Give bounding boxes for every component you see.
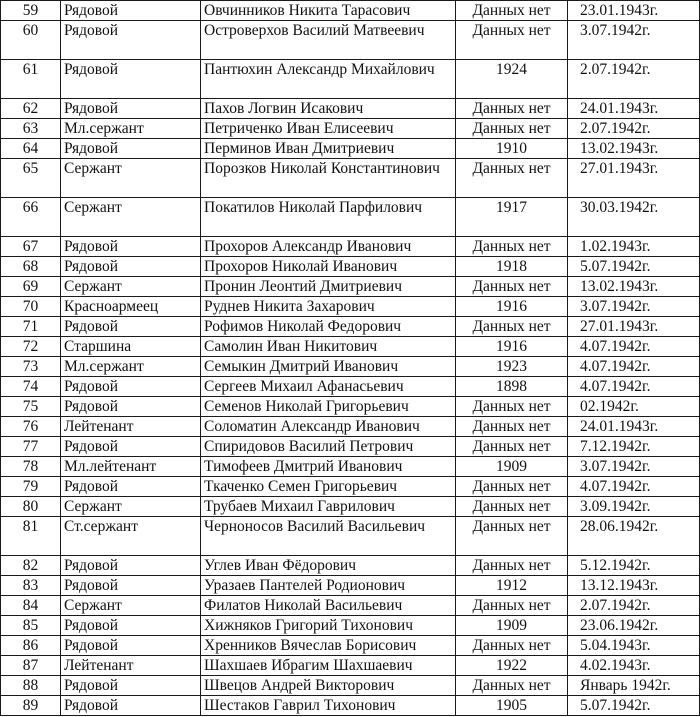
death-date-cell: 28.06.1942г. — [568, 517, 700, 556]
rank-cell: Рядовой — [61, 576, 201, 596]
rank-cell: Рядовой — [61, 676, 201, 696]
row-number-cell: 78 — [1, 457, 61, 477]
rank-cell: Рядовой — [61, 377, 201, 397]
death-date-cell: 24.01.1943г. — [568, 417, 700, 437]
row-number-cell: 63 — [1, 119, 61, 139]
row-number-cell: 70 — [1, 297, 61, 317]
birth-year-cell: Данных нет — [456, 21, 568, 60]
table-row — [1, 60, 700, 99]
birth-year-cell: 1922 — [456, 656, 568, 676]
full-name-cell: Спиридовов Василий Петрович — [201, 437, 456, 457]
table-row — [1, 1, 700, 21]
death-date-cell: 4.02.1943г. — [568, 656, 700, 676]
death-date-cell: 1.02.1943г. — [568, 237, 700, 257]
rank-cell: Рядовой — [61, 477, 201, 497]
rank-cell: Рядовой — [61, 437, 201, 457]
death-date-cell: 5.07.1942г. — [568, 257, 700, 277]
full-name-cell: Пронин Леонтий Дмитриевич — [201, 277, 456, 297]
death-date-cell: 23.06.1942г. — [568, 616, 700, 636]
row-number-cell: 66 — [1, 198, 61, 237]
rank-cell: Рядовой — [61, 696, 201, 716]
birth-year-cell: 1918 — [456, 257, 568, 277]
rank-cell: Рядовой — [61, 257, 201, 277]
birth-year-cell: Данных нет — [456, 397, 568, 417]
death-date-cell: 5.12.1942г. — [568, 556, 700, 576]
row-number-cell: 81 — [1, 517, 61, 556]
rank-cell: Рядовой — [61, 397, 201, 417]
table-row — [1, 337, 700, 357]
rank-cell: Рядовой — [61, 1, 201, 21]
birth-year-cell: Данных нет — [456, 437, 568, 457]
birth-year-cell: Данных нет — [456, 317, 568, 337]
table-row — [1, 656, 700, 676]
rank-cell: Рядовой — [61, 60, 201, 99]
table-row — [1, 576, 700, 596]
full-name-cell: Хренников Вячеслав Борисович — [201, 636, 456, 656]
birth-year-cell: 1923 — [456, 357, 568, 377]
death-date-cell: 4.07.1942г. — [568, 337, 700, 357]
table-row — [1, 377, 700, 397]
full-name-cell: Пантюхин Александр Михайлович — [201, 60, 456, 99]
death-date-cell: 3.09.1942г. — [568, 497, 700, 517]
row-number-cell: 87 — [1, 656, 61, 676]
row-number-cell: 59 — [1, 1, 61, 21]
death-date-cell: 27.01.1943г. — [568, 317, 700, 337]
rank-cell: Лейтенант — [61, 656, 201, 676]
table-body — [1, 1, 700, 716]
row-number-cell: 76 — [1, 417, 61, 437]
death-date-cell: 2.07.1942г. — [568, 60, 700, 99]
full-name-cell: Прохоров Александр Иванович — [201, 237, 456, 257]
birth-year-cell: Данных нет — [456, 1, 568, 21]
birth-year-cell: 1909 — [456, 616, 568, 636]
death-date-cell: 24.01.1943г. — [568, 99, 700, 119]
row-number-cell: 65 — [1, 159, 61, 198]
rank-cell: Рядовой — [61, 616, 201, 636]
row-number-cell: 72 — [1, 337, 61, 357]
table-row — [1, 21, 700, 60]
full-name-cell: Тимофеев Дмитрий Иванович — [201, 457, 456, 477]
rank-cell: Мл.сержант — [61, 357, 201, 377]
table-row — [1, 139, 700, 159]
full-name-cell: Самолин Иван Никитович — [201, 337, 456, 357]
birth-year-cell: Данных нет — [456, 99, 568, 119]
row-number-cell: 64 — [1, 139, 61, 159]
birth-year-cell: Данных нет — [456, 556, 568, 576]
row-number-cell: 68 — [1, 257, 61, 277]
table-row — [1, 477, 700, 497]
full-name-cell: Филатов Николай Васильевич — [201, 596, 456, 616]
full-name-cell: Шестаков Гаврил Тихонович — [201, 696, 456, 716]
row-number-cell: 67 — [1, 237, 61, 257]
table-row — [1, 159, 700, 198]
row-number-cell: 69 — [1, 277, 61, 297]
table-row — [1, 417, 700, 437]
death-date-cell: 02.1942г. — [568, 397, 700, 417]
death-date-cell: 13.02.1943г. — [568, 277, 700, 297]
rank-cell: Сержант — [61, 596, 201, 616]
rank-cell: Сержант — [61, 277, 201, 297]
full-name-cell: Перминов Иван Дмитриевич — [201, 139, 456, 159]
birth-year-cell: 1912 — [456, 576, 568, 596]
rank-cell: Рядовой — [61, 139, 201, 159]
rank-cell: Рядовой — [61, 317, 201, 337]
full-name-cell: Швецов Андрей Викторович — [201, 676, 456, 696]
rank-cell: Сержант — [61, 497, 201, 517]
birth-year-cell: Данных нет — [456, 417, 568, 437]
row-number-cell: 86 — [1, 636, 61, 656]
birth-year-cell: Данных нет — [456, 237, 568, 257]
birth-year-cell: Данных нет — [456, 277, 568, 297]
full-name-cell: Порозков Николай Константинович — [201, 159, 456, 198]
table-row — [1, 517, 700, 556]
table-row — [1, 497, 700, 517]
birth-year-cell: 1916 — [456, 337, 568, 357]
full-name-cell: Островерхов Василий Матвеевич — [201, 21, 456, 60]
full-name-cell: Хижняков Григорий Тихонович — [201, 616, 456, 636]
table-row — [1, 317, 700, 337]
table-row — [1, 297, 700, 317]
death-date-cell: 30.03.1942г. — [568, 198, 700, 237]
birth-year-cell: 1916 — [456, 297, 568, 317]
table-row — [1, 457, 700, 477]
table-row — [1, 198, 700, 237]
row-number-cell: 61 — [1, 60, 61, 99]
death-date-cell: 7.12.1942г. — [568, 437, 700, 457]
death-date-cell: Январь 1942г. — [568, 676, 700, 696]
full-name-cell: Семенов Николай Григорьевич — [201, 397, 456, 417]
table-row — [1, 596, 700, 616]
birth-year-cell: 1905 — [456, 696, 568, 716]
birth-year-cell: 1898 — [456, 377, 568, 397]
birth-year-cell: 1909 — [456, 457, 568, 477]
row-number-cell: 79 — [1, 477, 61, 497]
rank-cell: Старшина — [61, 337, 201, 357]
rank-cell: Красноармеец — [61, 297, 201, 317]
row-number-cell: 84 — [1, 596, 61, 616]
birth-year-cell: Данных нет — [456, 636, 568, 656]
table-row — [1, 636, 700, 656]
death-date-cell: 13.12.1943г. — [568, 576, 700, 596]
full-name-cell: Черноносов Василий Васильевич — [201, 517, 456, 556]
table-row — [1, 676, 700, 696]
death-date-cell: 23.01.1943г. — [568, 1, 700, 21]
death-date-cell: 5.07.1942г. — [568, 696, 700, 716]
row-number-cell: 85 — [1, 616, 61, 636]
death-date-cell: 3.07.1942г. — [568, 457, 700, 477]
rank-cell: Сержант — [61, 198, 201, 237]
rank-cell: Рядовой — [61, 21, 201, 60]
full-name-cell: Трубаев Михаил Гаврилович — [201, 497, 456, 517]
full-name-cell: Соломатин Александр Иванович — [201, 417, 456, 437]
row-number-cell: 89 — [1, 696, 61, 716]
full-name-cell: Семыкин Дмитрий Иванович — [201, 357, 456, 377]
table-row — [1, 397, 700, 417]
full-name-cell: Углев Иван Фёдорович — [201, 556, 456, 576]
table-row — [1, 616, 700, 636]
full-name-cell: Сергеев Михаил Афанасьевич — [201, 377, 456, 397]
row-number-cell: 74 — [1, 377, 61, 397]
death-date-cell: 3.07.1942г. — [568, 21, 700, 60]
death-date-cell: 13.02.1943г. — [568, 139, 700, 159]
death-date-cell: 2.07.1942г. — [568, 596, 700, 616]
row-number-cell: 77 — [1, 437, 61, 457]
row-number-cell: 88 — [1, 676, 61, 696]
birth-year-cell: Данных нет — [456, 497, 568, 517]
birth-year-cell: 1917 — [456, 198, 568, 237]
rank-cell: Мл.сержант — [61, 119, 201, 139]
table-row — [1, 277, 700, 297]
table-row — [1, 357, 700, 377]
death-date-cell: 4.07.1942г. — [568, 357, 700, 377]
rank-cell: Мл.лейтенант — [61, 457, 201, 477]
row-number-cell: 82 — [1, 556, 61, 576]
table-row — [1, 99, 700, 119]
full-name-cell: Ткаченко Семен Григорьевич — [201, 477, 456, 497]
rank-cell: Сержант — [61, 159, 201, 198]
full-name-cell: Петриченко Иван Елисеевич — [201, 119, 456, 139]
rank-cell: Рядовой — [61, 99, 201, 119]
full-name-cell: Овчинников Никита Тарасович — [201, 1, 456, 21]
row-number-cell: 73 — [1, 357, 61, 377]
row-number-cell: 60 — [1, 21, 61, 60]
birth-year-cell: Данных нет — [456, 159, 568, 198]
death-date-cell: 5.04.1943г. — [568, 636, 700, 656]
rank-cell: Рядовой — [61, 636, 201, 656]
full-name-cell: Руднев Никита Захарович — [201, 297, 456, 317]
rank-cell: Лейтенант — [61, 417, 201, 437]
full-name-cell: Шахшаев Ибрагим Шахшаевич — [201, 656, 456, 676]
table-row — [1, 696, 700, 716]
death-date-cell: 27.01.1943г. — [568, 159, 700, 198]
birth-year-cell: Данных нет — [456, 676, 568, 696]
full-name-cell: Рофимов Николай Федорович — [201, 317, 456, 337]
death-date-cell: 2.07.1942г. — [568, 119, 700, 139]
row-number-cell: 71 — [1, 317, 61, 337]
row-number-cell: 75 — [1, 397, 61, 417]
death-date-cell: 4.07.1942г. — [568, 377, 700, 397]
rank-cell: Рядовой — [61, 237, 201, 257]
row-number-cell: 83 — [1, 576, 61, 596]
birth-year-cell: 1910 — [456, 139, 568, 159]
birth-year-cell: Данных нет — [456, 119, 568, 139]
death-date-cell: 4.07.1942г. — [568, 477, 700, 497]
birth-year-cell: 1924 — [456, 60, 568, 99]
table-row — [1, 237, 700, 257]
birth-year-cell: Данных нет — [456, 596, 568, 616]
full-name-cell: Покатилов Николай Парфилович — [201, 198, 456, 237]
full-name-cell: Уразаев Пантелей Родионович — [201, 576, 456, 596]
table-row — [1, 556, 700, 576]
death-date-cell: 3.07.1942г. — [568, 297, 700, 317]
birth-year-cell: Данных нет — [456, 477, 568, 497]
table-row — [1, 119, 700, 139]
full-name-cell: Прохоров Николай Иванович — [201, 257, 456, 277]
full-name-cell: Пахов Логвин Исакович — [201, 99, 456, 119]
table-row — [1, 257, 700, 277]
row-number-cell: 80 — [1, 497, 61, 517]
rank-cell: Рядовой — [61, 556, 201, 576]
row-number-cell: 62 — [1, 99, 61, 119]
table-row — [1, 437, 700, 457]
rank-cell: Ст.сержант — [61, 517, 201, 556]
birth-year-cell: Данных нет — [456, 517, 568, 556]
